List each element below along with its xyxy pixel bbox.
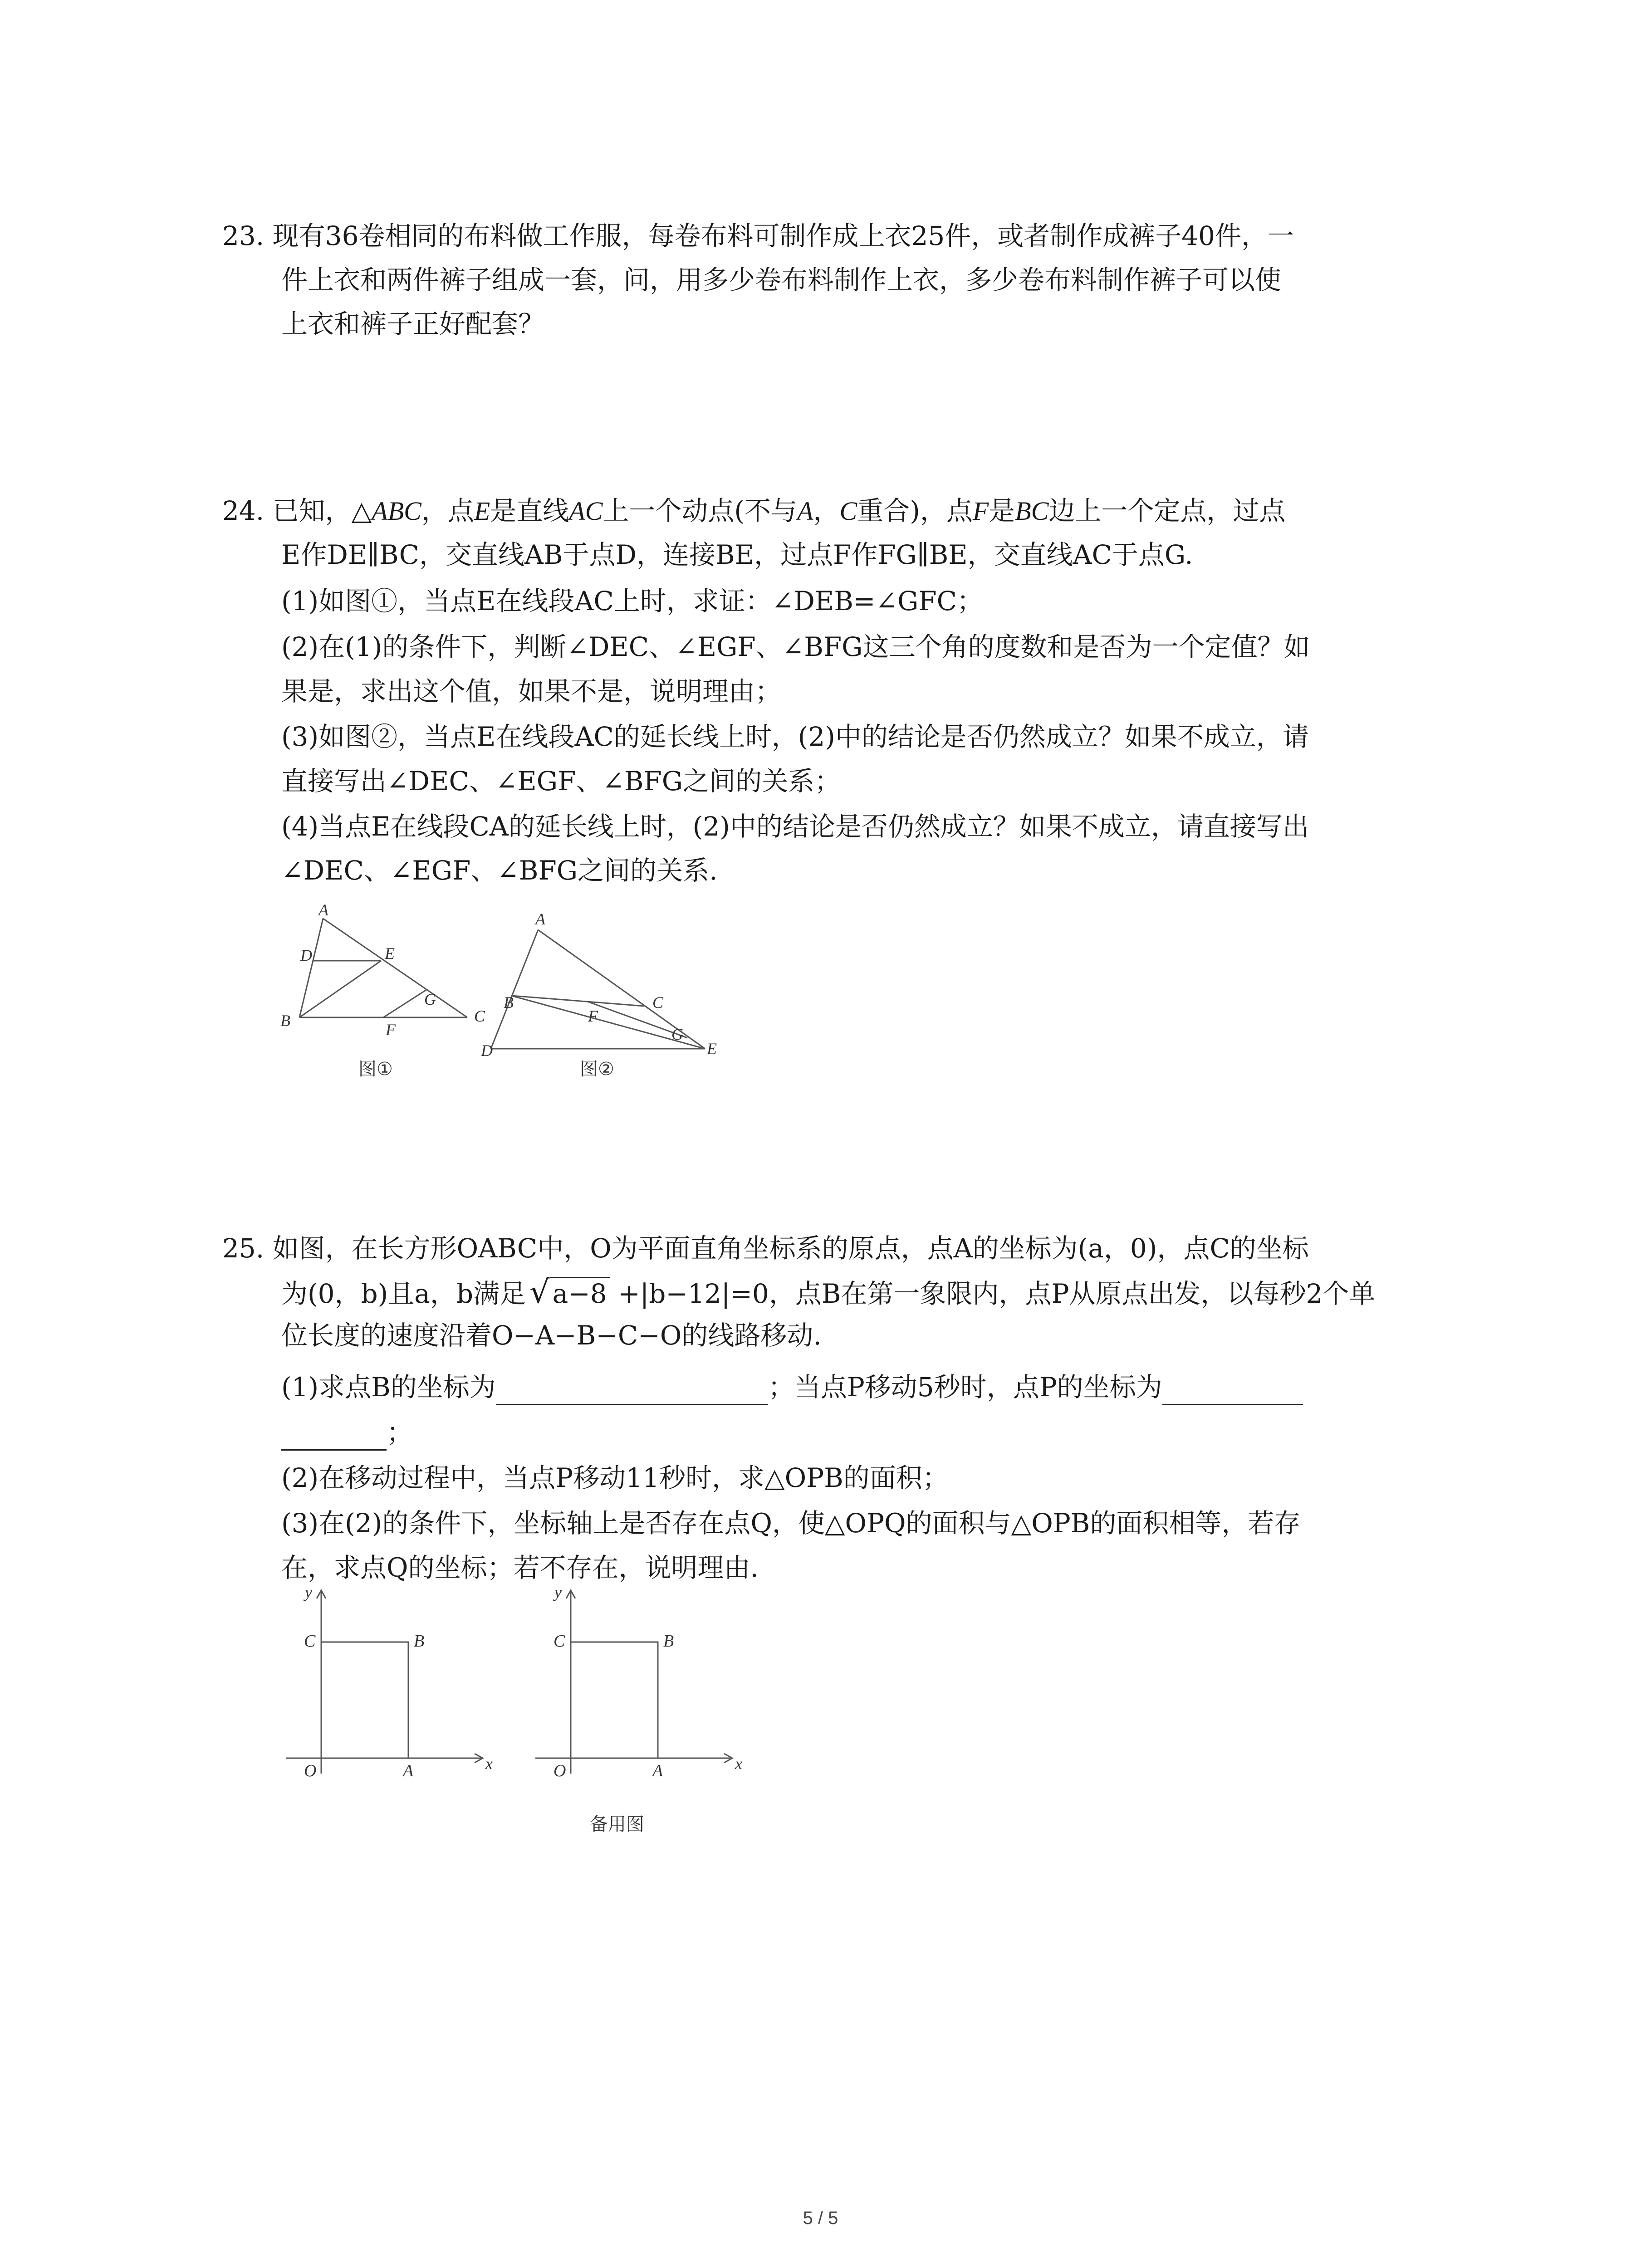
label-x: x <box>485 1755 493 1773</box>
label-c: C <box>554 1632 565 1651</box>
q24-part-2-b: 果是，求出这个值，如果不是，说明理由； <box>281 676 782 707</box>
label-a: A <box>652 1761 663 1780</box>
page-number: 5 / 5 <box>803 2208 838 2228</box>
label-y: y <box>554 1583 562 1601</box>
fig1-label-c: C <box>474 1007 485 1025</box>
answer-blank-b[interactable] <box>496 1376 768 1405</box>
label-b: B <box>663 1632 674 1651</box>
label-o: O <box>554 1761 566 1780</box>
q24-figure-1 <box>272 903 499 1048</box>
q25-coordinate-figure <box>272 1583 499 1792</box>
fig2-side-ab <box>491 930 538 1049</box>
rectangle-oabc <box>571 1642 658 1758</box>
q25-part-3-b: 在，求点Q的坐标；若不存在，说明理由. <box>281 1552 759 1583</box>
q24-part-4-a: (4)当点E在线段CA的延长线上时，(2)中的结论是否仍然成立？如果不成立，请直接写出 <box>281 811 1309 842</box>
q25-part-3-a: (3)在(2)的条件下，坐标轴上是否存在点Q，使△OPQ的面积与△OPB的面积相等，若存 <box>281 1508 1301 1539</box>
q24-part-1: (1)如图①，当点E在线段AC上时，求证：∠DEB=∠GFC； <box>281 586 983 616</box>
fig2-label-c: C <box>652 993 664 1012</box>
q24-part-3-a: (3)如图②，当点E在线段AC的延长线上时，(2)中的结论是否仍然成立？如果不成立，请 <box>281 721 1309 752</box>
fig1-segment-fg <box>383 990 426 1017</box>
q23-line-2: 件上衣和两件裤子组成一套，问，用多少卷布料制作上衣，多少卷布料制作裤子可以使 <box>281 264 1282 295</box>
q24-figure-1-caption: 图① <box>358 1059 393 1080</box>
q23-line-3: 上衣和裤子正好配套？ <box>281 308 545 339</box>
rectangle-oabc <box>321 1642 408 1758</box>
answer-blank-p-part1[interactable] <box>1162 1376 1303 1405</box>
q24-line-2: E作DE∥BC，交直线AB于点D，连接BE，过点F作FG∥BE，交直线AC于点G. <box>281 539 1193 570</box>
fig1-label-d: D <box>300 946 312 964</box>
q25-line-1: 25. 如图，在长方形OABC中，O为平面直角坐标系的原点，点A的坐标为(a，0)，点C的坐标 <box>222 1233 1309 1264</box>
q25-backup-caption: 备用图 <box>590 1814 644 1835</box>
q24-part-2-a: (2)在(1)的条件下，判断∠DEC、∠EGF、∠BFG这三个角的度数和是否为一个定值？如 <box>281 631 1310 662</box>
q25-line-3: 位长度的速度沿着O−A−B−C−O的线路移动. <box>281 1320 822 1351</box>
fig2-label-d: D <box>481 1041 493 1057</box>
label-x: x <box>735 1755 742 1773</box>
fig1-label-f: F <box>386 1021 396 1039</box>
fig1-segment-be <box>299 961 381 1017</box>
label-y: y <box>305 1583 312 1601</box>
fig2-label-f: F <box>588 1007 598 1025</box>
fig1-label-g: G <box>424 990 436 1008</box>
fig1-label-e: E <box>385 944 395 963</box>
fig1-label-b: B <box>280 1012 290 1030</box>
answer-blank-p-part2[interactable] <box>281 1421 387 1451</box>
fig2-label-b: B <box>504 993 514 1012</box>
fig1-label-a: A <box>318 903 328 919</box>
fig1-side-ac <box>323 919 467 1017</box>
q24-part-4-b: ∠DEC、∠EGF、∠BFG之间的关系. <box>281 855 718 886</box>
label-a: A <box>403 1761 414 1780</box>
fig2-label-a: A <box>535 910 545 928</box>
q25-backup-figure <box>522 1583 749 1792</box>
label-c: C <box>304 1632 316 1651</box>
label-b: B <box>414 1632 425 1651</box>
q24-figure-2-caption: 图② <box>580 1059 614 1080</box>
q25-part-2: (2)在移动过程中，当点P移动11秒时，求△OPB的面积； <box>281 1462 949 1493</box>
fig1-side-ab <box>299 919 323 1017</box>
fig2-label-g: G <box>671 1025 683 1043</box>
q23-line-1: 23. 现有36卷相同的布料做工作服，每卷布料可制作成上衣25件，或者制作成裤子40件，一 <box>222 220 1294 251</box>
q24-line-1: 24. 已知，△ABC，点E是直线AC上一个动点(不与A，C重合)，点F是BC边上一个定点，过点 <box>222 495 1286 526</box>
q25-line-2: 为(0，b)且a，b满足 √ a−8 +|b−12|=0，点B在第一象限内，点P从原点出发，以每秒2个单 <box>281 1273 1376 1310</box>
q25-part-1-cont: ； <box>281 1414 413 1451</box>
label-o: O <box>304 1761 317 1780</box>
q24-part-3-b: 直接写出∠DEC、∠EGF、∠BFG之间的关系； <box>281 766 841 797</box>
fig2-label-e: E <box>707 1040 717 1057</box>
q24-figure-2 <box>472 903 726 1057</box>
q25-part-1: (1)求点B的坐标为 ；当点P移动5秒时，点P的坐标为 <box>281 1369 1303 1405</box>
